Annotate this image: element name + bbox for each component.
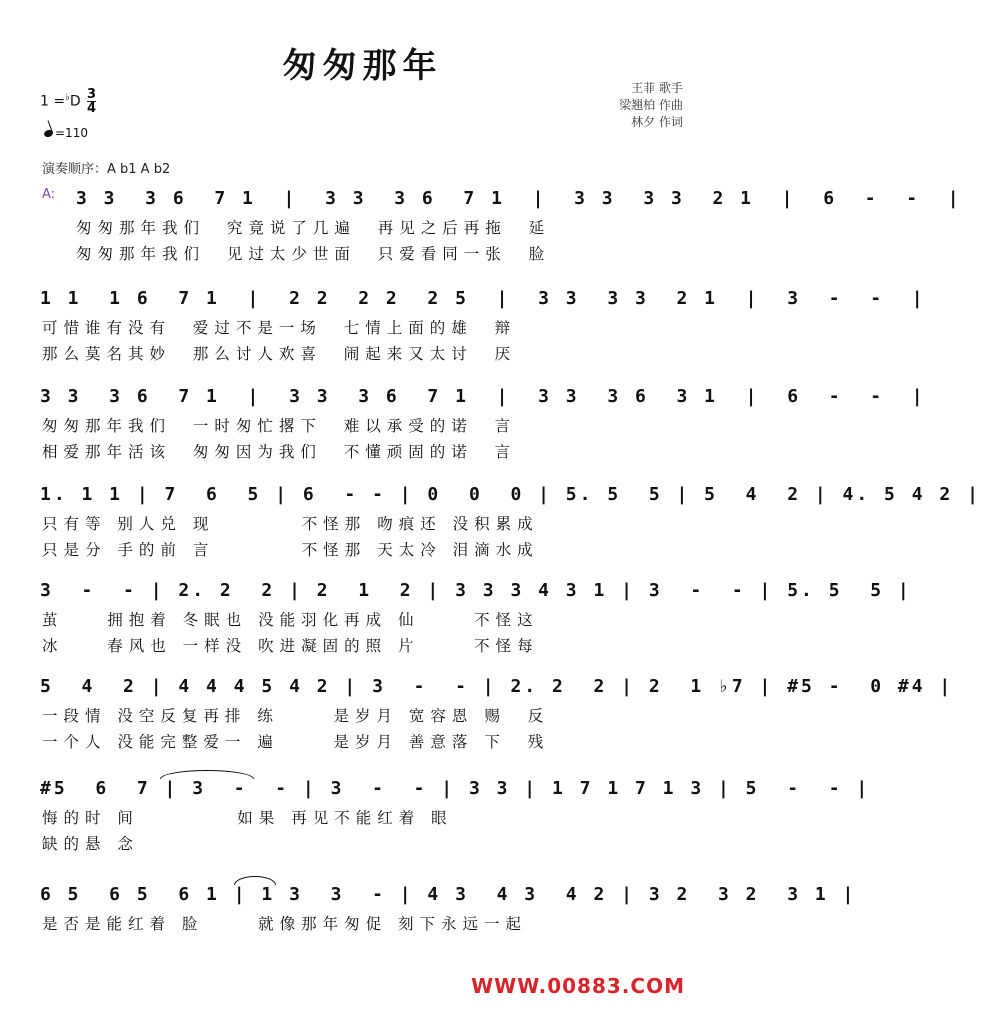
key-letter: D: [69, 93, 81, 110]
lyric-line-2: 匆匆那年我们 见过太少世面 只爱看同一张 脸: [76, 245, 551, 263]
lyric-line-1: 可惜谁有没有 爱过不是一场 七情上面的雄 辩: [42, 319, 517, 337]
credit-composer: 梁翘柏 作曲: [619, 98, 683, 112]
tempo-value: =110: [55, 126, 88, 140]
lyric-line-2: 一个人 没能完整爱一 遍 是岁月 善意落 下 残: [42, 733, 550, 751]
lyric-line-2: 冰 春风也 一样没 吹进凝固的照 片 不怪每: [42, 637, 539, 655]
flat-symbol: ♭: [65, 91, 70, 103]
notation-line: 3 - - | 2. 2 2 | 2 1 2 | 3 3 3 4 3 1 | 3 - - | 5. 5 5 |: [40, 579, 912, 601]
notation-line: 1 1 1 6 7 1 | 2 2 2 2 2 5 | 3 3 3 3 2 1 | 3 - - |: [40, 287, 926, 309]
notation-line: 1. 1 1 | 7 6 5 | 6 - - | 0 0 0 | 5. 5 5 | 5 4 2 | 4. 5 4 2 |: [40, 483, 981, 505]
time-signature: [87, 88, 96, 115]
lyric-line-2: 缺的悬 念: [42, 835, 139, 853]
lyric-line-2: 那么莫名其妙 那么讨人欢喜 闹起来又太讨 厌: [42, 345, 517, 363]
notation-line: 5 4 2 | 4 4 4 5 4 2 | 3 - - | 2. 2 2 | 2 1 ♭7 | #5 - 0 #4 |: [40, 675, 954, 697]
song-title: 匆匆那年: [282, 46, 443, 86]
quarter-note-icon: [43, 129, 54, 139]
lyric-line-1: 只有等 别人兑 现 不怪那 吻痕还 没积累成: [42, 515, 539, 533]
lyric-line-1: 一段情 没空反复再排 练 是岁月 宽容恩 赐 反: [42, 707, 550, 725]
lyric-line-2: 只是分 手的前 言 不怪那 天太冷 泪滴水成: [42, 541, 539, 559]
section-label-a: A:: [42, 187, 56, 202]
lyric-line-1: 是否是能红着 脸 就像那年匆促 刻下永远一起: [42, 915, 527, 933]
performance-order: 演奏顺序：A b1 A b2: [42, 162, 171, 177]
credit-lyricist: 林夕 作词: [631, 115, 683, 129]
time-denominator: 4: [87, 101, 97, 116]
lyric-line-2: 相爱那年活该 匆匆因为我们 不懂顽固的诺 言: [42, 443, 517, 461]
credit-singer: 王菲 歌手: [631, 81, 683, 95]
key-prefix: 1 =: [40, 93, 66, 110]
credits: [619, 80, 683, 131]
key-signature: [40, 88, 96, 115]
notation-line: #5 6 7 | 3 - - | 3 - - | 3 3 | 1 7 1 7 1 3 | 5 - - |: [40, 777, 871, 799]
lyric-line-1: 匆匆那年我们 一时匆忙撂下 难以承受的诺 言: [42, 417, 517, 435]
tempo-marking: [44, 126, 88, 140]
lyric-line-1: 茧 拥抱着 冬眠也 没能羽化再成 仙 不怪这: [42, 611, 539, 629]
lyric-line-1: 匆匆那年我们 究竟说了几遍 再见之后再拖 延: [76, 219, 551, 237]
time-numerator: 3: [87, 87, 97, 102]
notation-line: 3 3 3 6 7 1 | 3 3 3 6 7 1 | 3 3 3 6 3 1 | 6 - - |: [40, 385, 926, 407]
notation-line: 6 5 6 5 6 1 | 1 3 3 - | 4 3 4 3 4 2 | 3 2 3 2 3 1 |: [40, 883, 857, 905]
website-watermark: WWW.00883.COM: [471, 974, 685, 998]
lyric-line-1: 悔的时 间 如果 再见不能红着 眼: [42, 809, 453, 827]
notation-line: 3 3 3 6 7 1 | 3 3 3 6 7 1 | 3 3 3 3 2 1 | 6 - - |: [76, 187, 962, 209]
